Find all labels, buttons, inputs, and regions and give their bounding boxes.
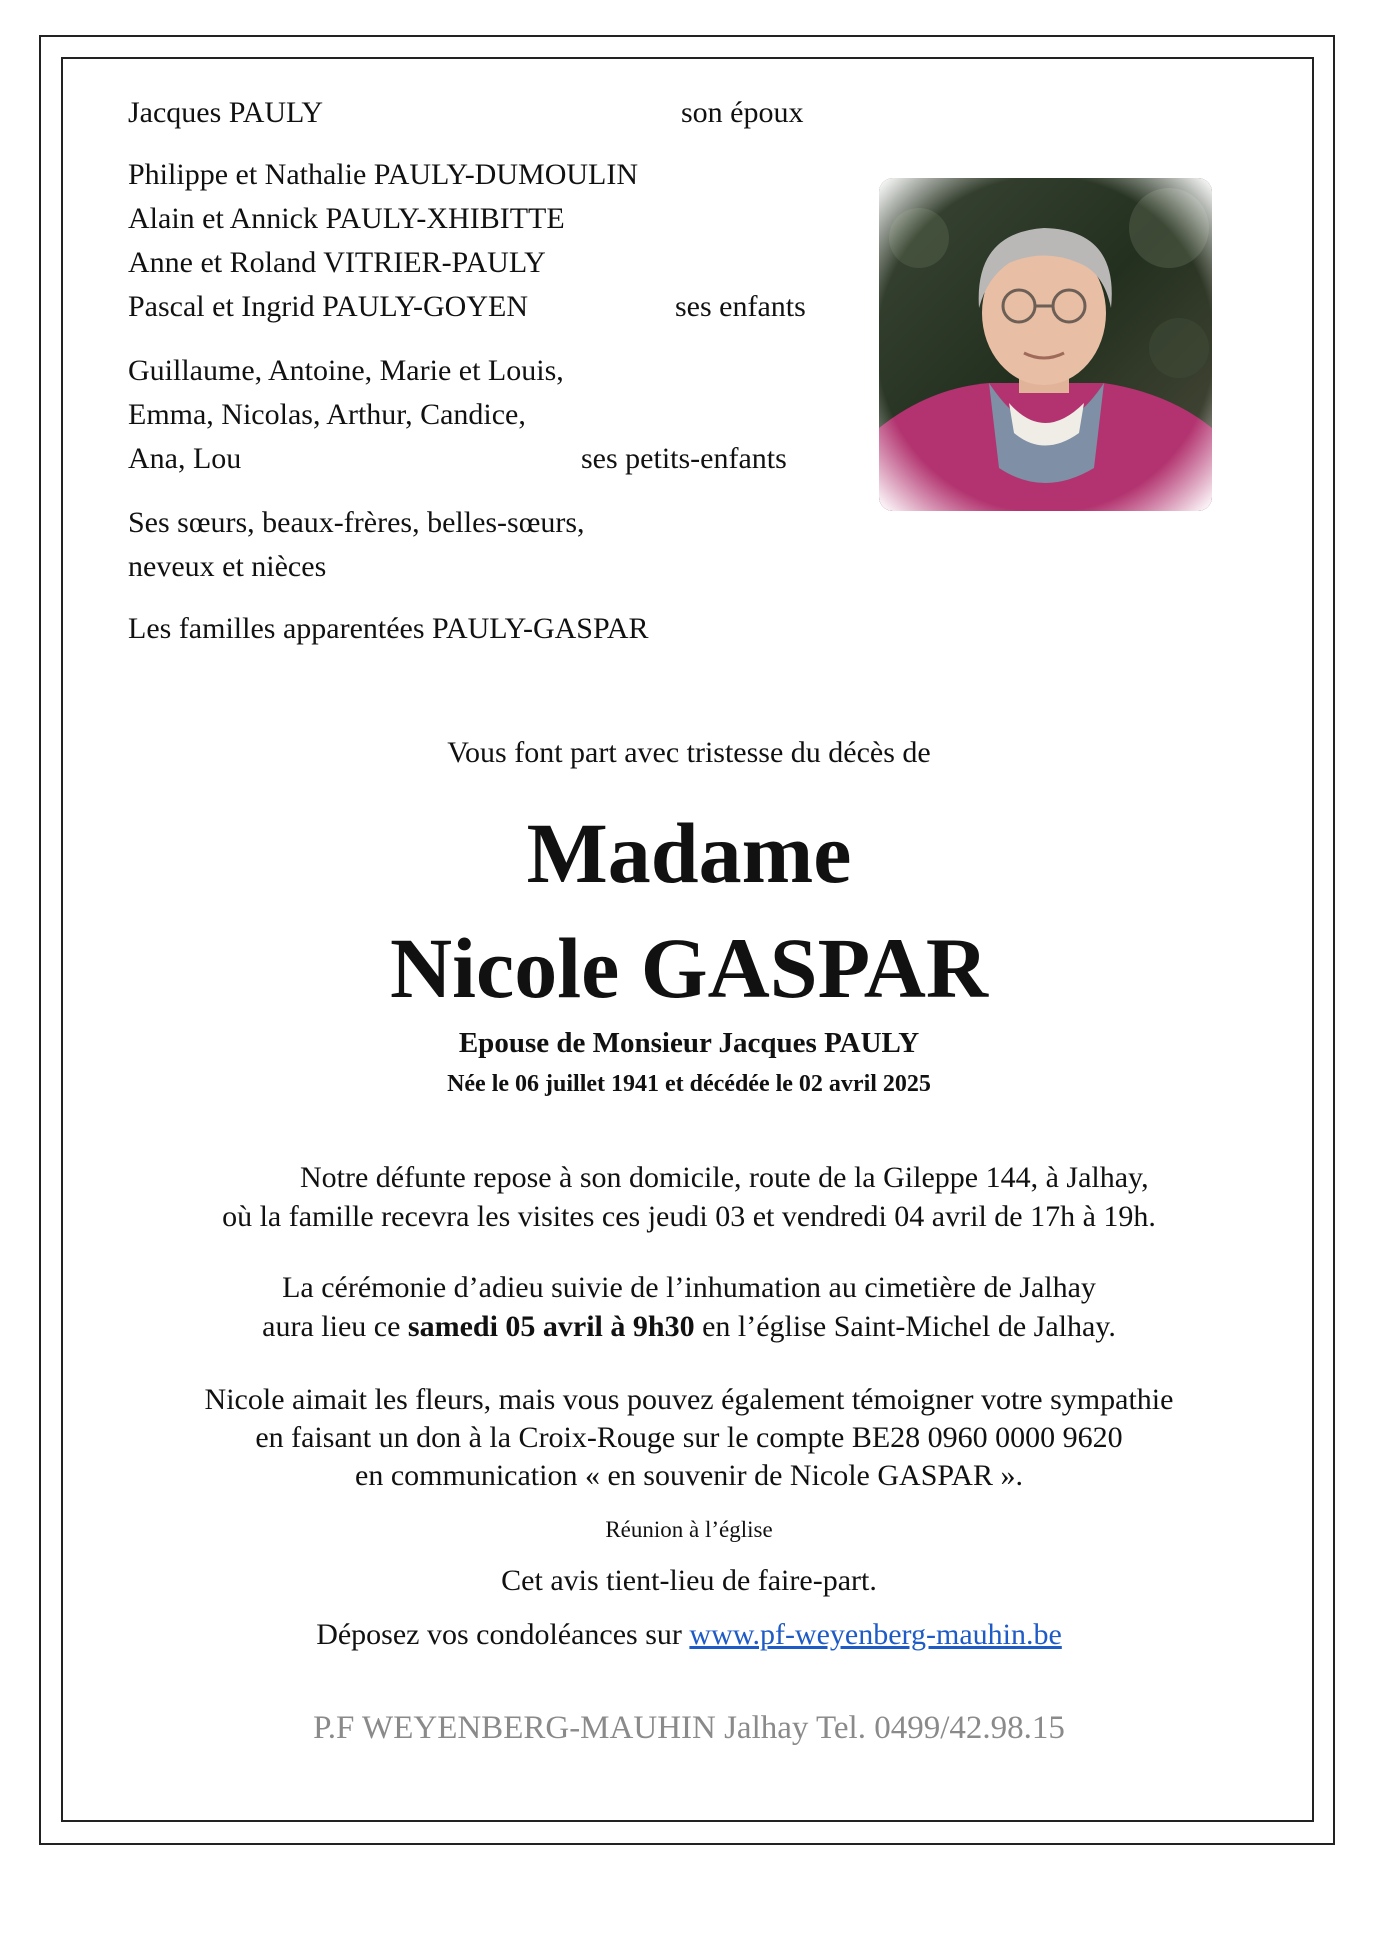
meeting-note: Réunion à l’église [605,1517,773,1542]
grandchildren-1: Guillaume, Antoine, Marie et Louis, [128,354,564,387]
ceremony-line-1: La cérémonie d’adieu suivie de l’inhumation au cimetière de Jalhay [282,1271,1096,1304]
related-families: Les familles apparentées PAULY-GASPAR [128,612,649,645]
condolences-link[interactable]: www.pf-weyenberg-mauhin.be [689,1618,1062,1651]
spouse-relation: son époux [681,96,804,129]
intro-line: Vous font part avec tristesse du décès de [447,736,931,769]
rest-line-2: où la famille recevra les visites ces jeudi 03 et vendredi 04 avril de 17h à 19h. [222,1200,1156,1233]
siblings-2: neveux et nièces [128,550,327,583]
ceremony-date: samedi 05 avril à 9h30 [407,1310,695,1343]
child-1: Philippe et Nathalie PAULY-DUMOULIN [128,158,638,191]
siblings-1: Ses sœurs, beaux-frères, belles-sœurs, [128,506,585,539]
child-4: Pascal et Ingrid PAULY-GOYEN [128,290,529,323]
ceremony-suffix: en l’église Saint-Michel de Jalhay. [694,1310,1116,1343]
child-3: Anne et Roland VITRIER-PAULY [128,246,546,279]
ceremony-line-2 [0,1309,1378,1345]
deceased-name: Nicole GASPAR [390,920,988,1016]
grandchildren-3: Ana, Lou [128,442,242,475]
notice-line: Cet avis tient-lieu de faire-part. [501,1564,877,1597]
flowers-line-2: en faisant un don à la Croix-Rouge sur le compte BE28 0960 0000 9620 [255,1421,1123,1454]
life-dates: Née le 06 juillet 1941 et décédée le 02 avril 2025 [447,1071,931,1097]
grandchildren-relation: ses petits-enfants [581,442,787,475]
spouse-line: Epouse de Monsieur Jacques PAULY [458,1027,920,1059]
child-2: Alain et Annick PAULY-XHIBITTE [128,202,565,235]
condolences-line [0,1617,1378,1653]
portrait-photo [879,178,1212,511]
flowers-line-1: Nicole aimait les fleurs, mais vous pouvez également témoigner votre sympathie [204,1383,1174,1416]
deceased-title: Madame [526,805,852,901]
rest-line-1: Notre défunte repose à son domicile, route de la Gileppe 144, à Jalhay, [300,1161,1149,1194]
ceremony-prefix: aura lieu ce [262,1310,408,1343]
funeral-home-footer: P.F WEYENBERG-MAUHIN Jalhay Tel. 0499/42.98.15 [313,1710,1065,1746]
grandchildren-2: Emma, Nicolas, Arthur, Candice, [128,398,526,431]
condolences-prefix: Déposez vos condoléances sur [316,1618,690,1651]
flowers-line-3: en communication « en souvenir de Nicole GASPAR ». [355,1459,1023,1492]
children-relation: ses enfants [675,290,806,323]
spouse-name: Jacques PAULY [128,96,324,129]
